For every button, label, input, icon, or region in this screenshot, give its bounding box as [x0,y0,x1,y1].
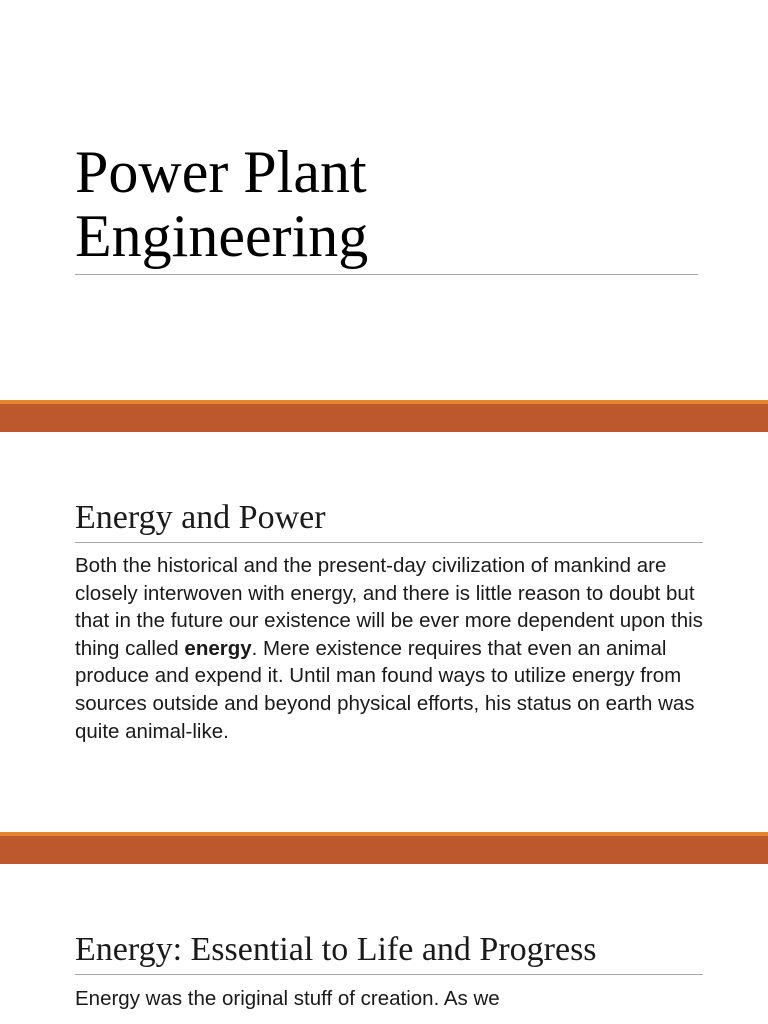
heading-underline [75,974,703,975]
slide-heading: Energy and Power [75,499,326,536]
slide-separator [0,832,768,864]
energy-essential-slide [0,864,768,1024]
slide-separator [0,400,768,432]
body-text-part-1: Both the historical and the present-day civilization of mankind are closely interwoven with energy, and there is little reason to doubt but that in the future our existence will be ever more dependent upon this thing called [75,554,703,660]
slide-body-text: Energy was the original stuff of creation. As we [75,987,500,1010]
title-underline [75,274,698,275]
heading-underline [75,542,703,543]
slide-heading: Energy: Essential to Life and Progress [75,931,597,968]
body-text-part-2: . Mere existence requires that even an animal produce and expend it. Until man found ways to utilize energy from sources outside and beyond physical efforts, his status on earth was quite animal-like. [75,636,695,743]
title-line-1: Power Plant [75,139,367,205]
title-slide [0,0,768,400]
presentation-title [75,140,368,268]
body-text-emphasis: energy [184,636,252,660]
title-line-2: Engineering [75,203,369,269]
slide-body-text [75,552,705,745]
energy-and-power-slide [0,432,768,832]
